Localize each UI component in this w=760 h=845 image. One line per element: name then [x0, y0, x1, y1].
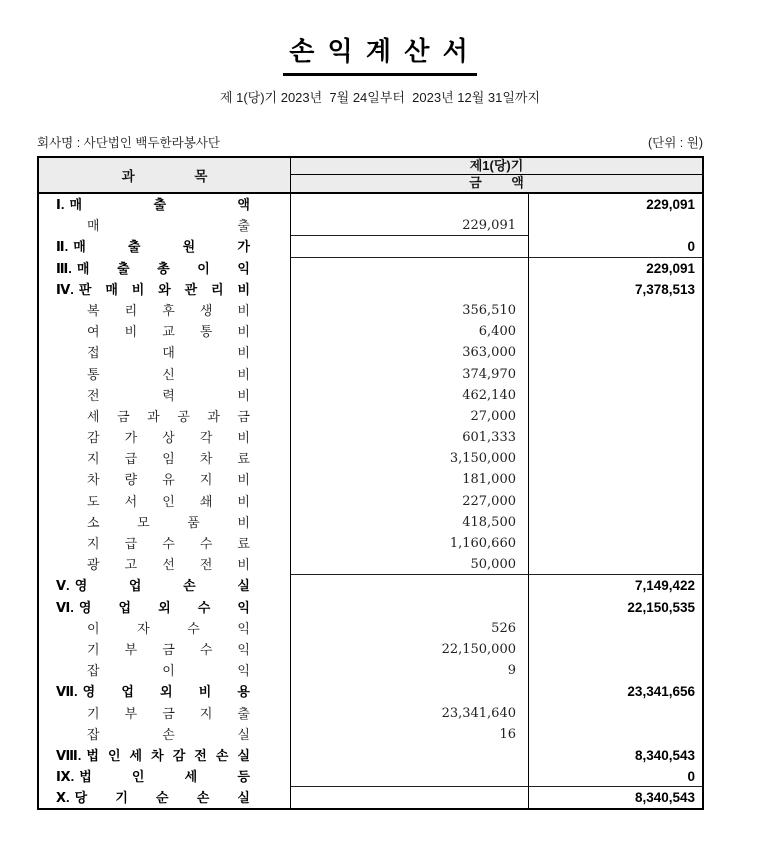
detail-amount: 27,000 — [291, 406, 529, 427]
account-label: 복 리 후 생 비 — [87, 302, 250, 318]
total-amount — [529, 469, 702, 490]
unit-label: (단위 : 원) — [648, 136, 703, 150]
detail-amount: 418,500 — [291, 512, 529, 533]
account-label: 차 량 유 지 비 — [87, 472, 250, 488]
total-amount — [529, 533, 702, 554]
table-row — [39, 554, 702, 575]
total-amount — [529, 448, 702, 469]
account-label-cell — [39, 300, 291, 321]
total-amount — [529, 406, 702, 427]
document-title: 손 익 계 산 서 — [283, 31, 476, 76]
detail-amount: 363,000 — [291, 342, 529, 363]
account-label-cell — [39, 724, 291, 745]
detail-amount: 22,150,000 — [291, 639, 529, 660]
account-label: 매 출 — [87, 218, 250, 234]
account-label: 통 신 비 — [87, 366, 250, 382]
total-amount: 23,341,656 — [627, 684, 695, 700]
table-row — [39, 639, 702, 660]
table-row — [39, 724, 702, 745]
account-label-cell — [39, 469, 291, 490]
column-header-amount — [291, 175, 702, 192]
detail-amount: 601,333 — [291, 427, 529, 448]
total-amount — [529, 215, 702, 236]
total-amount — [529, 703, 702, 724]
account-label: 영 업 외 비 용 — [82, 684, 250, 700]
table-row — [39, 512, 702, 533]
table-row — [39, 745, 702, 766]
table-row — [39, 321, 702, 342]
table-row — [39, 618, 702, 639]
roman-numeral-prefix: Ⅸ. — [56, 769, 75, 785]
table-body — [39, 194, 702, 808]
total-amount — [529, 491, 702, 512]
account-label-cell — [39, 597, 291, 618]
table-row — [39, 575, 702, 596]
total-amount: 0 — [529, 766, 702, 787]
column-header-period: 제1(당)기 — [291, 158, 702, 175]
account-label-cell — [39, 194, 291, 215]
total-amount — [529, 660, 702, 681]
table-row — [39, 279, 702, 300]
company-name: 회사명 : 사단법인 백두한라봉사단 — [37, 136, 220, 150]
detail-amount — [291, 681, 529, 702]
total-amount — [529, 321, 702, 342]
account-label-cell — [39, 745, 291, 766]
account-label-cell — [39, 448, 291, 469]
detail-amount — [291, 236, 529, 257]
total-amount: 0 — [529, 236, 702, 257]
account-label: 기 부 금 지 출 — [87, 705, 250, 721]
account-label: 법 인 세 등 — [79, 769, 250, 785]
detail-amount: 356,510 — [291, 300, 529, 321]
roman-numeral-prefix: Ⅷ. — [56, 747, 82, 763]
account-label-cell — [39, 681, 291, 702]
total-amount: 8,340,543 — [634, 790, 695, 806]
account-label: 여 비 교 통 비 — [87, 324, 250, 340]
roman-numeral-prefix: Ⅵ. — [56, 599, 74, 615]
total-amount — [529, 385, 702, 406]
total-amount: 229,091 — [646, 260, 695, 276]
detail-amount — [291, 766, 529, 787]
roman-numeral-prefix: Ⅳ. — [56, 281, 74, 297]
table-row — [39, 787, 702, 808]
account-label: 영 업 외 수 익 — [78, 599, 250, 615]
account-label: 영 업 손 실 — [74, 578, 250, 594]
detail-amount: 3,150,000 — [291, 448, 529, 469]
detail-amount: 227,000 — [291, 491, 529, 512]
account-label-cell — [39, 279, 291, 300]
table-row — [39, 448, 702, 469]
account-label: 매 출 액 — [69, 197, 250, 212]
account-label-cell — [39, 215, 291, 236]
total-amount — [529, 300, 702, 321]
table-row — [39, 533, 702, 554]
account-label: 이 자 수 익 — [87, 620, 250, 636]
account-label: 감 가 상 각 비 — [87, 430, 250, 446]
table-header — [39, 158, 702, 194]
detail-amount — [291, 745, 529, 766]
roman-numeral-prefix: Ⅶ. — [56, 684, 78, 700]
detail-amount: 462,140 — [291, 385, 529, 406]
account-label: 매 출 총 이 익 — [76, 260, 250, 276]
account-label-cell — [39, 639, 291, 660]
account-label: 도 서 인 쇄 비 — [87, 493, 250, 509]
detail-amount: 50,000 — [291, 554, 529, 575]
account-label: 전 력 비 — [87, 387, 250, 403]
account-label-cell — [39, 512, 291, 533]
total-amount: 7,149,422 — [634, 578, 695, 594]
total-amount — [529, 342, 702, 363]
meta-row — [37, 133, 703, 151]
account-label-cell — [39, 787, 291, 808]
table-row — [39, 597, 702, 618]
account-label-cell — [39, 766, 291, 787]
account-label-cell — [39, 364, 291, 385]
detail-amount: 16 — [291, 724, 529, 745]
detail-amount: 526 — [291, 618, 529, 639]
account-label: 잡 이 익 — [87, 663, 250, 679]
total-amount — [529, 724, 702, 745]
detail-amount: 1,160,660 — [291, 533, 529, 554]
detail-amount: 6,400 — [291, 321, 529, 342]
account-label: 잡 손 실 — [87, 726, 250, 742]
roman-numeral-prefix: Ⅹ. — [56, 790, 70, 806]
accounting-period: 제 1(당)기 2023년 7월 24일부터 2023년 12월 31일까지 — [219, 90, 541, 105]
total-amount: 7,378,513 — [634, 281, 695, 297]
table-row — [39, 469, 702, 490]
account-label: 지 급 임 차 료 — [87, 451, 250, 467]
account-label-cell — [39, 660, 291, 681]
column-header-subject — [39, 158, 291, 192]
account-label-cell — [39, 575, 291, 596]
account-label: 지 급 수 수 료 — [87, 536, 250, 551]
total-amount — [529, 639, 702, 660]
table-row — [39, 766, 702, 787]
detail-amount — [291, 194, 529, 215]
account-label: 당 기 순 손 실 — [74, 790, 250, 806]
total-amount: 8,340,543 — [634, 747, 695, 763]
detail-amount: 181,000 — [291, 469, 529, 490]
roman-numeral-prefix: Ⅴ. — [56, 578, 70, 594]
table-row — [39, 681, 702, 702]
detail-amount — [291, 575, 529, 596]
detail-amount: 229,091 — [291, 215, 529, 236]
table-row — [39, 427, 702, 448]
table-row — [39, 300, 702, 321]
account-label-cell — [39, 342, 291, 363]
table-row — [39, 406, 702, 427]
table-row — [39, 342, 702, 363]
detail-amount — [291, 258, 529, 279]
account-label: 세 금 과 공 과 금 — [87, 408, 250, 424]
total-amount — [529, 618, 702, 639]
account-label-cell — [39, 491, 291, 512]
account-label-cell — [39, 406, 291, 427]
table-row — [39, 364, 702, 385]
title-block — [0, 0, 760, 76]
subject-header-label: 과 목 — [121, 169, 208, 184]
table-row — [39, 215, 702, 236]
column-header-amount-group — [291, 158, 702, 192]
roman-numeral-prefix: Ⅱ. — [56, 239, 69, 255]
total-amount — [529, 512, 702, 533]
account-label-cell — [39, 258, 291, 279]
account-label: 기 부 금 수 익 — [87, 641, 250, 657]
total-amount: 229,091 — [646, 197, 695, 212]
detail-amount — [291, 279, 529, 300]
roman-numeral-prefix: Ⅰ. — [56, 197, 65, 212]
total-amount — [529, 554, 702, 575]
account-label-cell — [39, 321, 291, 342]
detail-amount: 23,341,640 — [291, 703, 529, 724]
account-label-cell — [39, 236, 291, 257]
total-amount: 22,150,535 — [627, 599, 695, 615]
account-label: 판 매 비 와 관 리 비 — [78, 281, 250, 297]
account-label: 소 모 품 비 — [87, 514, 250, 530]
table-row — [39, 491, 702, 512]
table-row — [39, 385, 702, 406]
total-amount — [529, 427, 702, 448]
account-label-cell — [39, 554, 291, 575]
amount-header-label: 금 액 — [469, 175, 524, 190]
income-statement-table — [37, 156, 704, 810]
account-label: 매 출 원 가 — [73, 239, 250, 255]
detail-amount — [291, 787, 529, 808]
account-label-cell — [39, 533, 291, 554]
detail-amount — [291, 597, 529, 618]
total-amount — [529, 364, 702, 385]
account-label: 광 고 선 전 비 — [87, 557, 250, 573]
account-label: 법 인 세 차 감 전 손 실 — [86, 747, 250, 763]
account-label-cell — [39, 703, 291, 724]
account-label: 접 대 비 — [87, 345, 250, 361]
detail-amount: 374,970 — [291, 364, 529, 385]
account-label-cell — [39, 618, 291, 639]
table-row — [39, 236, 702, 257]
account-label-cell — [39, 385, 291, 406]
table-row — [39, 258, 702, 279]
table-row — [39, 194, 702, 215]
table-row — [39, 660, 702, 681]
account-label-cell — [39, 427, 291, 448]
table-row — [39, 703, 702, 724]
roman-numeral-prefix: Ⅲ. — [56, 260, 72, 276]
detail-amount: 9 — [291, 660, 529, 681]
